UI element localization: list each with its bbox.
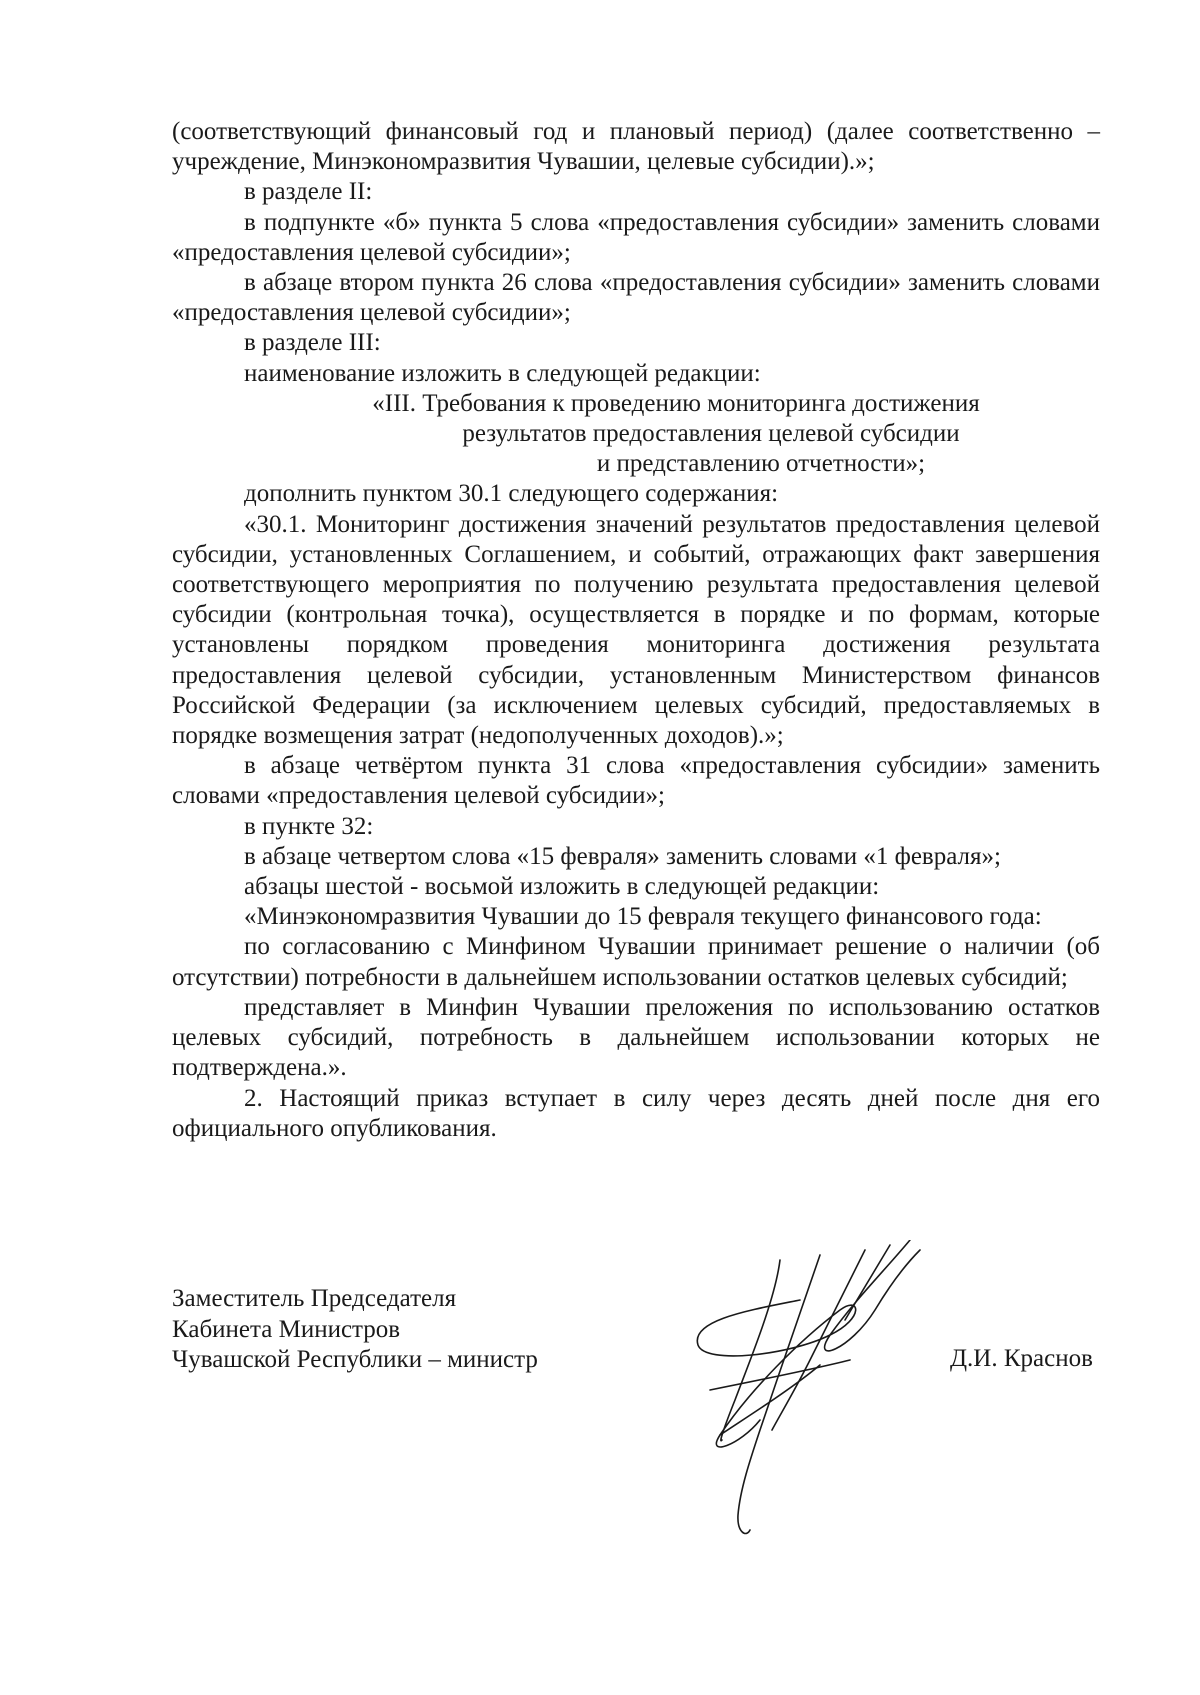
paragraph: «Минэкономразвития Чувашии до 15 февраля текущего финансового года: <box>244 903 1042 931</box>
signatory-position-line: Кабинета Министров <box>172 1315 401 1343</box>
paragraph: в абзаце втором пункта 26 слова «предоставления субсидии» заменить словами «предоставления целевой субсидии»; <box>172 269 1100 327</box>
paragraph: в разделе II: <box>244 178 373 206</box>
signatory-position-line: Чувашской Республики – министр <box>172 1346 538 1373</box>
paragraph: в пункте 32: <box>244 812 374 840</box>
paragraph: в разделе III: <box>244 329 381 357</box>
paragraph: наименование изложить в следующей редакции: <box>244 359 761 387</box>
section-heading-line: результатов предоставления целевой субсидии <box>462 420 960 448</box>
section-heading <box>172 389 1100 480</box>
paragraph: дополнить пунктом 30.1 следующего содержания: <box>244 480 779 508</box>
signatory-position-line: Заместитель Председателя <box>172 1285 457 1312</box>
paragraph: в подпункте «б» пункта 5 слова «предоставления субсидии» заменить словами «предоставления целевой субсидии»; <box>172 208 1100 266</box>
paragraph: в абзаце четвёртом пункта 31 слова «предоставления субсидии» заменить словами «предоставления целевой субсидии»; <box>172 752 1100 810</box>
section-heading-line: «III. Требования к проведению мониторинга достижения <box>372 389 980 417</box>
section-heading-line: и представлению отчетности»; <box>596 450 926 478</box>
signatory-position <box>172 1284 538 1376</box>
signatory-name: Д.И. Краснов <box>950 1345 1093 1372</box>
paragraph: в абзаце четвертом слова «15 февраля» заменить словами «1 февраля»; <box>244 842 1001 870</box>
paragraph: (соответствующий финансовый год и плановый период) (далее соответственно – учреждение, Минэкономразвития Чувашии, целевые субсидии).»; <box>172 118 1100 176</box>
paragraph: представляет в Минфин Чувашии преложения по использованию остатков целевых субсидий, потребность в дальнейшем использовании которых не подтверждена.». <box>172 993 1100 1082</box>
document-body <box>172 117 1100 1144</box>
handwritten-signature <box>680 1240 940 1540</box>
paragraph: абзацы шестой - восьмой изложить в следующей редакции: <box>244 873 880 901</box>
paragraph: по согласованию с Минфином Чувашии принимает решение о наличии (об отсутствии) потребности в дальнейшем использовании остатков целевых субсидий; <box>172 933 1100 991</box>
paragraph: «30.1. Мониторинг достижения значений результатов предоставления целевой субсидии, установленных Соглашением, и событий, отражающих факт завершения соответствующего мероприятия по получению результата предоставления целевой субсидии (контрольная точка), осуществляется в порядке и по формам, которые установлены порядком проведения мониторинга достижения результата предоставления целевой субсидии, установленным Министерством финансов Российской Федерации (за исключением целевых субсидий, предоставляемых в порядке возмещения затрат (недополученных доходов).»; <box>172 510 1100 750</box>
paragraph: 2. Настоящий приказ вступает в силу через десять дней после дня его официального опубликования. <box>172 1084 1100 1142</box>
